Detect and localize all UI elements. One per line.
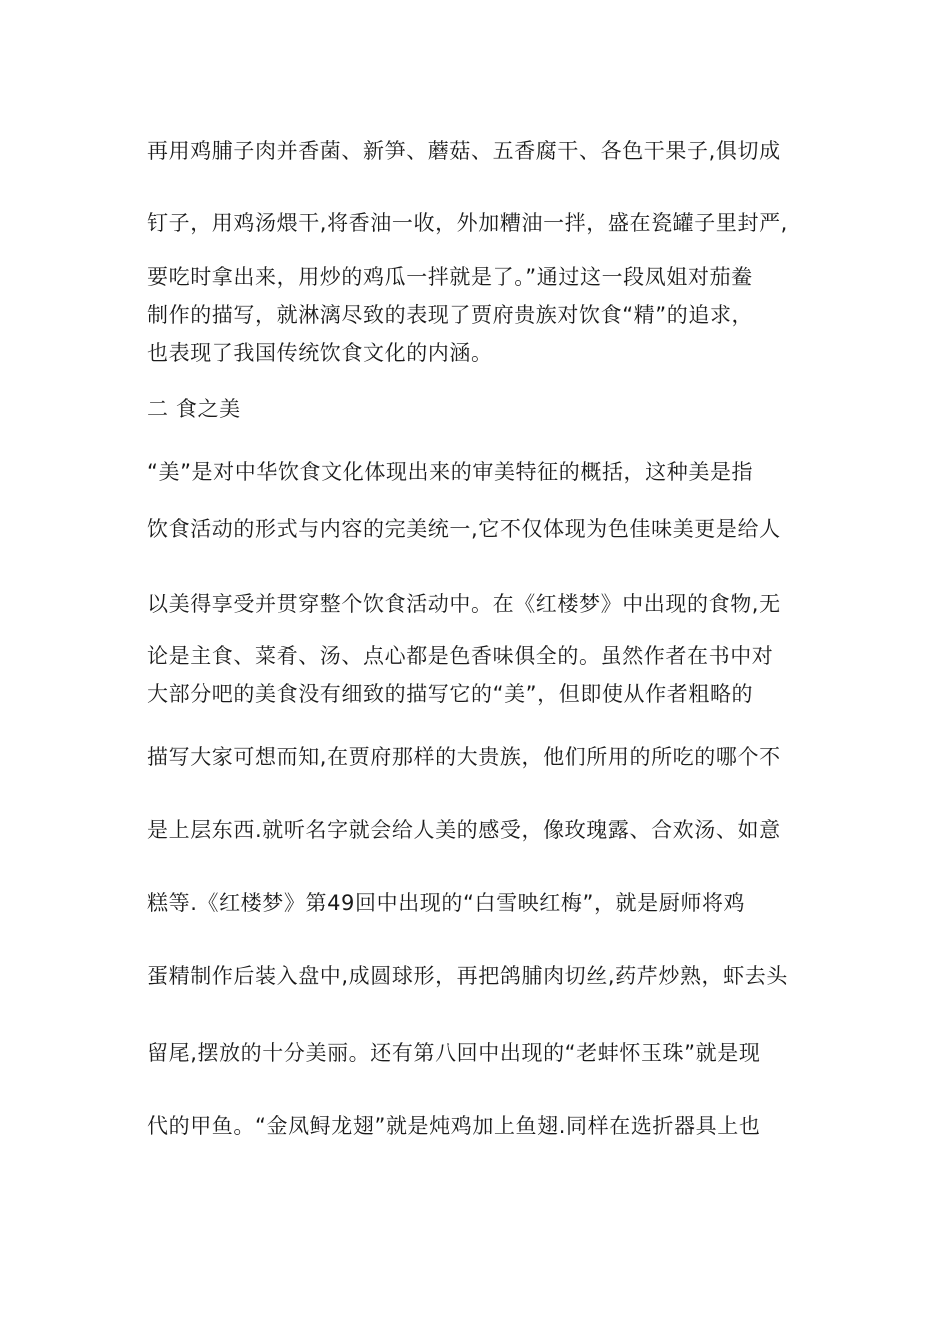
- text-line: 留尾,摆放的十分美丽。还有第八回中出现的“老蚌怀玉珠”就是现: [147, 1041, 761, 1065]
- section-heading: 二 食之美: [147, 397, 241, 421]
- text-line: 论是主食、菜肴、汤、点心都是色香味俱全的。虽然作者在书中对: [147, 644, 774, 668]
- text-line: 再用鸡脯子肉并香菌、新笋、蘑菇、五香腐干、各色干果子,俱切成: [147, 139, 781, 163]
- text-line: 制作的描写，就淋漓尽致的表现了贾府贵族对饮食“精”的追求，: [147, 303, 754, 327]
- text-line: 以美得享受并贯穿整个饮食活动中。在《红楼梦》中出现的食物,无: [147, 592, 781, 616]
- text-line: 描写大家可想而知,在贾府那样的大贵族，他们所用的所吃的哪个不: [147, 745, 781, 769]
- text-line: 蛋精制作后装入盘中,成圆球形，再把鸽脯肉切丝,药芹炒熟，虾去头: [147, 964, 788, 988]
- text-line: 是上层东西.就听名字就会给人美的感受，像玫瑰露、合欢汤、如意: [147, 818, 781, 842]
- text-line: 饮食活动的形式与内容的完美统一,它不仅体现为色佳味美更是给人: [147, 517, 781, 541]
- text-line: “美”是对中华饮食文化体现出来的审美特征的概括，这种美是指: [147, 460, 754, 484]
- text-line: 钉子，用鸡汤煨干,将香油一收，外加糟油一拌，盛在瓷罐子里封严,: [147, 211, 788, 235]
- text-line: 糕等.《红楼梦》第49回中出现的“白雪映红梅”，就是厨师将鸡: [147, 891, 746, 915]
- text-line: 大部分吧的美食没有细致的描写它的“美”，但即使从作者粗略的: [147, 682, 754, 706]
- text-line: 也表现了我国传统饮食文化的内涵。: [147, 341, 493, 365]
- text-line: 代的甲鱼。“金凤鲟龙翅”就是炖鸡加上鱼翅.同样在选折器具上也: [147, 1114, 761, 1138]
- text-line: 要吃时拿出来，用炒的鸡瓜一拌就是了。”通过这一段凤姐对茄鲞: [147, 265, 753, 289]
